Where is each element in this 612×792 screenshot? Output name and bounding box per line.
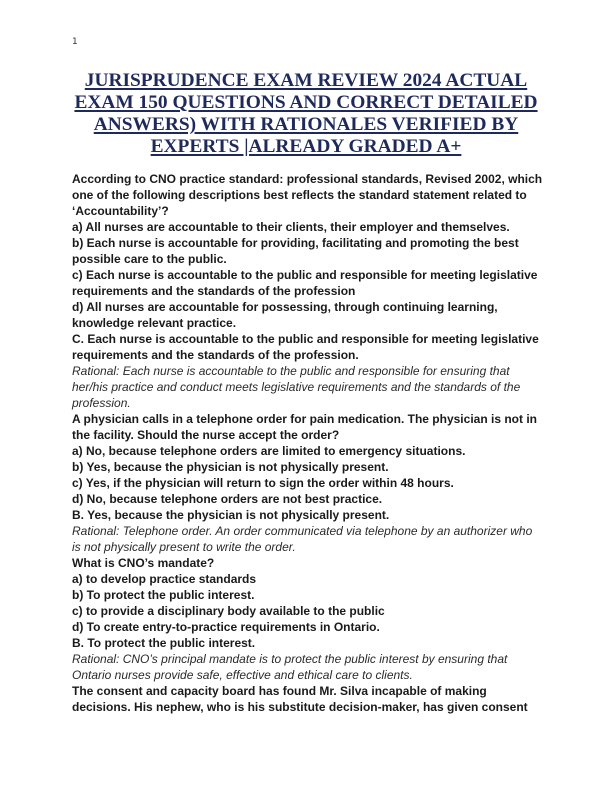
question-text: According to CNO practice standard: professional standards, Revised 2002, which one of the following descriptions best reflects the standard statement related to ‘Accountability’?: [72, 172, 543, 218]
answer-option: b) Yes, because the physician is not physically present.: [72, 460, 389, 474]
document-title: JURISPRUDENCE EXAM REVIEW 2024 ACTUAL EXAM 150 QUESTIONS AND CORRECT DETAILED ANSWERS) WITH RATIONALES VERIFIED BY EXPERTS |ALREADY GRADED A+: [74, 70, 538, 157]
question-block: [72, 171, 544, 411]
question-text: The consent and capacity board has found Mr. Silva incapable of making decisions. His nephew, who is his substitute decision-maker, has given consent: [72, 684, 528, 714]
answer-option: a) No, because telephone orders are limited to emergency situations.: [72, 444, 466, 458]
correct-answer: B. To protect the public interest.: [72, 636, 256, 650]
rationale: Rational: Telephone order. An order communicated via telephone by an authorizer who is not physically present to write the order.: [72, 524, 533, 554]
question-text: A physician calls in a telephone order for pain medication. The physician is not in the facility. Should the nurse accept the order?: [72, 412, 537, 442]
correct-answer: B. Yes, because the physician is not physically present.: [72, 508, 390, 522]
answer-option: a) All nurses are accountable to their clients, their employer and themselves.: [72, 220, 510, 234]
answer-option: c) Yes, if the physician will return to sign the order within 48 hours.: [72, 476, 454, 490]
answer-option: a) to develop practice standards: [72, 572, 257, 586]
answer-option: c) Each nurse is accountable to the public and responsible for meeting legislative requirements and the standards of the profession: [72, 268, 538, 298]
answer-option: d) No, because telephone orders are not best practice.: [72, 492, 383, 506]
answer-option: b) Each nurse is accountable for providing, facilitating and promoting the best possible care to the public.: [72, 236, 519, 266]
answer-option: d) To create entry-to-practice requirements in Ontario.: [72, 620, 380, 634]
rationale: Rational: CNO’s principal mandate is to protect the public interest by ensuring that Ontario nurses provide safe, effective and ethical care to clients.: [72, 652, 508, 682]
question-text: What is CNO’s mandate?: [72, 556, 215, 570]
question-block: [72, 683, 544, 715]
answer-option: d) All nurses are accountable for possessing, through continuing learning, knowledge relevant practice.: [72, 300, 498, 330]
answer-option: c) to provide a disciplinary body available to the public: [72, 604, 385, 618]
rationale: Rational: Each nurse is accountable to the public and responsible for ensuring that her/his practice and conduct meets legislative requirements and the standards of the profession.: [72, 364, 521, 410]
page-number: 1: [72, 37, 78, 47]
question-block: [72, 411, 544, 555]
correct-answer: C. Each nurse is accountable to the public and responsible for meeting legislative requirements and the standards of the profession.: [72, 332, 539, 362]
answer-option: b) To protect the public interest.: [72, 588, 255, 602]
document-body: [72, 171, 544, 715]
question-block: [72, 555, 544, 683]
